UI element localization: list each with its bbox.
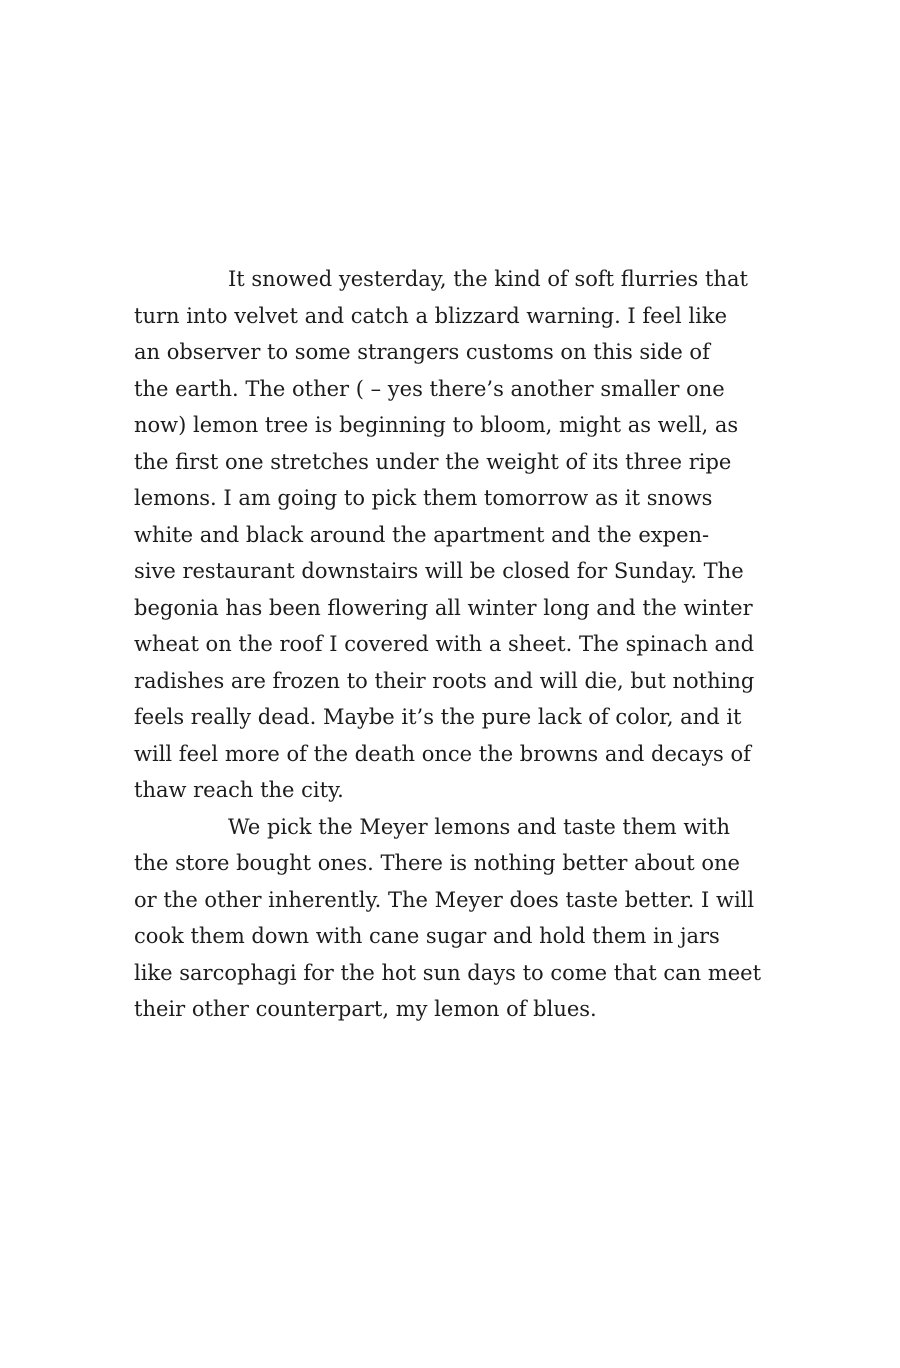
text-line: It snowed yesterday, the kind of soft flurries that	[228, 267, 748, 291]
text-line: cook them down with cane sugar and hold them in jars	[134, 924, 720, 948]
text-line: begonia has been flowering all winter long and the winter	[134, 595, 753, 620]
text-line: sive restaurant downstairs will be closed for Sunday. The	[134, 559, 744, 583]
text-line: radishes are frozen to their roots and will die, but nothing	[134, 668, 755, 693]
text-line: the earth. The other ( – yes there’s another smaller one	[134, 376, 725, 401]
text-line: an observer to some strangers customs on this side of	[134, 340, 710, 364]
text-line: like sarcophagi for the hot sun days to come that can meet	[134, 960, 762, 985]
text-line: their other counterpart, my lemon of blues.	[134, 997, 597, 1021]
text-line: the first one stretches under the weight of its three ripe	[134, 449, 732, 474]
text-line: white and black around the apartment and the expen-	[134, 522, 710, 547]
body-text	[134, 261, 774, 1028]
text-line: the store bought ones. There is nothing better about one	[134, 851, 740, 875]
paragraph-2	[134, 809, 774, 1028]
paragraph-1	[134, 261, 774, 809]
text-line: will feel more of the death once the browns and decays of	[134, 741, 751, 766]
text-line: We pick the Meyer lemons and taste them with	[228, 814, 731, 839]
text-line: lemons. I am going to pick them tomorrow as it snows	[134, 486, 713, 510]
text-line: or the other inherently. The Meyer does taste better. I will	[134, 887, 755, 912]
text-line: thaw reach the city.	[134, 778, 344, 802]
text-line: turn into velvet and catch a blizzard warning. I feel like	[134, 303, 728, 328]
text-line: now) lemon tree is beginning to bloom, might as well, as	[134, 413, 739, 437]
text-line: feels really dead. Maybe it’s the pure lack of color, and it	[134, 705, 742, 729]
text-line: wheat on the roof I covered with a sheet. The spinach and	[134, 632, 755, 656]
